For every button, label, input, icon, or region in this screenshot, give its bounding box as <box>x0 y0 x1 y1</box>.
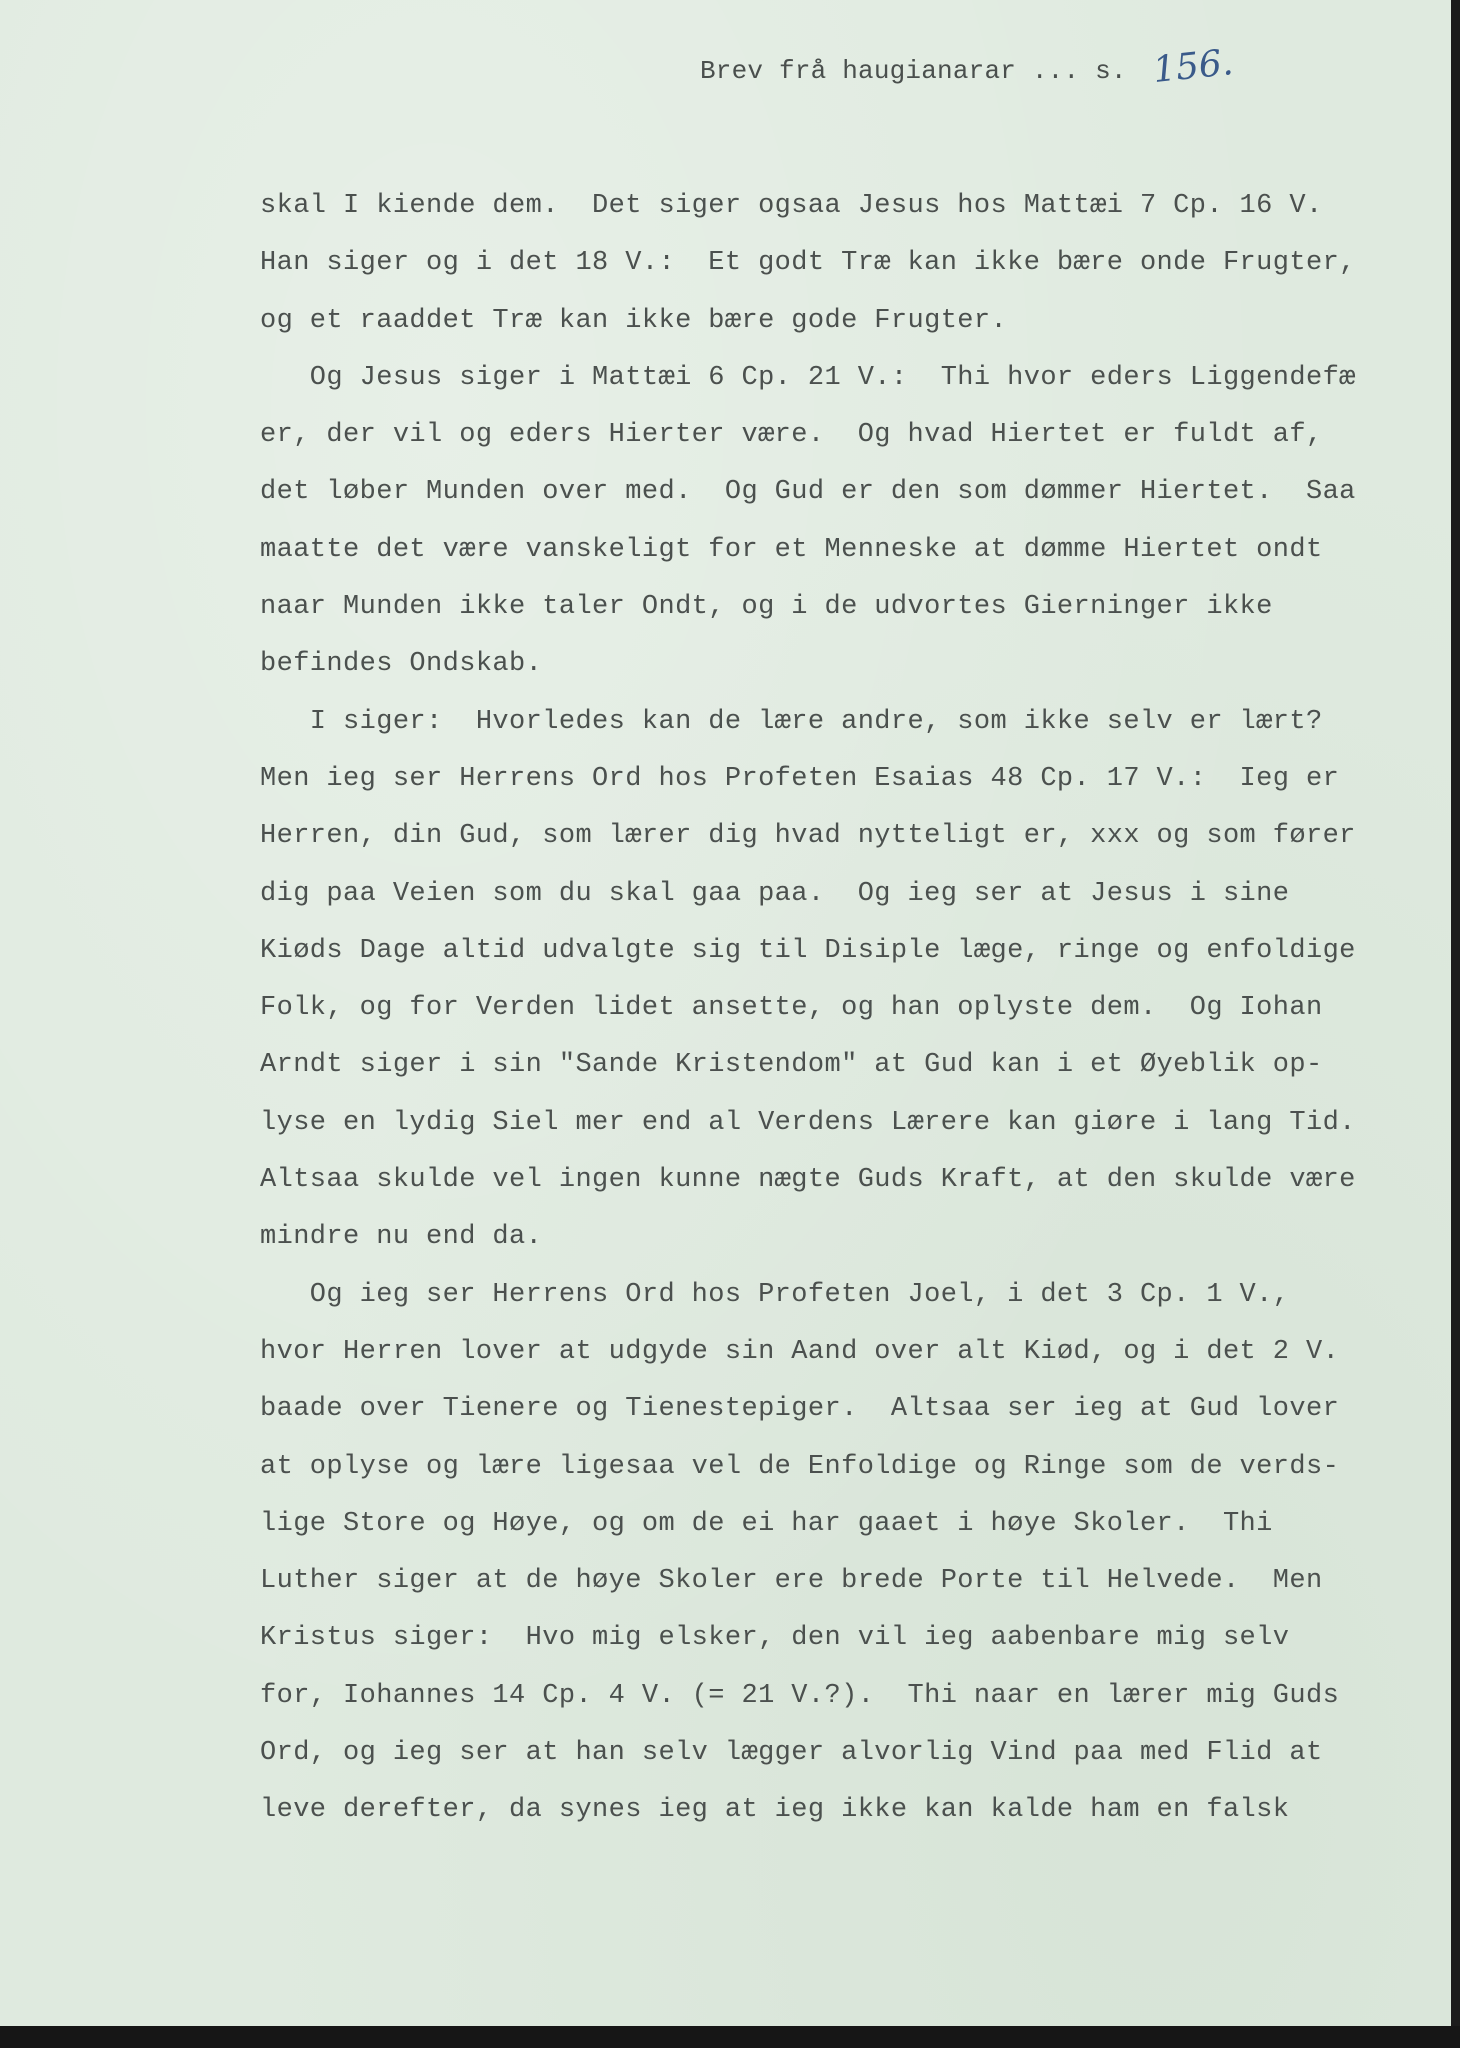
text-line: Folk, og for Verden lidet ansette, og han oplyste dem. Og Iohan <box>260 993 1323 1024</box>
text-line: Herren, din Gud, som lærer dig hvad nytteligt er, xxx og som fører <box>260 821 1356 852</box>
text-line: baade over Tienere og Tienestepiger. Altsaa ser ieg at Gud lover <box>260 1394 1340 1425</box>
text-line: Ord, og ieg ser at han selv lægger alvorlig Vind paa med Flid at <box>260 1738 1323 1769</box>
text-line: mindre nu end da. <box>260 1222 543 1253</box>
text-line: Kristus siger: Hvo mig elsker, den vil ieg aabenbare mig selv <box>260 1623 1290 1654</box>
text-line: I siger: Hvorledes kan de lære andre, som ikke selv er lært? <box>260 706 1323 737</box>
text-line: leve derefter, da synes ieg at ieg ikke kan kalde ham en falsk <box>260 1795 1290 1826</box>
text-line: Han siger og i det 18 V.: Et godt Træ kan ikke bære onde Frugter, <box>260 248 1356 279</box>
text-line: for, Iohannes 14 Cp. 4 V. (= 21 V.?). Thi naar en lærer mig Guds <box>260 1680 1340 1711</box>
text-line: hvor Herren lover at udgyde sin Aand over alt Kiød, og i det 2 V. <box>260 1336 1340 1367</box>
scan-edge-right <box>1451 0 1460 2048</box>
text-line: maatte det være vanskeligt for et Menneske at dømme Hiertet ondt <box>260 534 1323 565</box>
text-line: det løber Munden over med. Og Gud er den som dømmer Hiertet. Saa <box>260 477 1356 508</box>
text-line: dig paa Veien som du skal gaa paa. Og ieg ser at Jesus i sine <box>260 878 1290 909</box>
scan-edge-bottom <box>0 2026 1460 2048</box>
text-line: og et raaddet Træ kan ikke bære gode Frugter. <box>260 305 1008 336</box>
text-line: naar Munden ikke taler Ondt, og i de udvortes Gierninger ikke <box>260 592 1273 623</box>
text-line: Kiøds Dage altid udvalgte sig til Disiple læge, ringe og enfoldige <box>260 935 1356 966</box>
page-header <box>700 41 1235 92</box>
body-text <box>260 186 1430 1848</box>
text-line: befindes Ondskab. <box>260 649 543 680</box>
text-line: Luther siger at de høye Skoler ere brede Porte til Helvede. Men <box>260 1566 1323 1597</box>
handwritten-page-number: 156. <box>1150 41 1235 92</box>
text-line: lyse en lydig Siel mer end al Verdens Lærere kan giøre i lang Tid. <box>260 1107 1356 1138</box>
text-line: Og Jesus siger i Mattæi 6 Cp. 21 V.: Thi hvor eders Liggendefæ <box>260 362 1356 393</box>
text-line: lige Store og Høye, og om de ei har gaaet i høye Skoler. Thi <box>260 1508 1273 1539</box>
text-line: at oplyse og lære ligesaa vel de Enfoldige og Ringe som de verds- <box>260 1451 1340 1482</box>
text-line: skal I kiende dem. Det siger ogsaa Jesus hos Mattæi 7 Cp. 16 V. <box>260 191 1323 221</box>
header-title: Brev frå haugianarar ... s. <box>700 56 1127 86</box>
text-line: Altsaa skulde vel ingen kunne nægte Guds Kraft, at den skulde være <box>260 1165 1356 1196</box>
text-line: Men ieg ser Herrens Ord hos Profeten Esaias 48 Cp. 17 V.: Ieg er <box>260 763 1340 794</box>
text-line: er, der vil og eders Hierter være. Og hvad Hiertet er fuldt af, <box>260 420 1323 451</box>
text-line: Arndt siger i sin "Sande Kristendom" at Gud kan i et Øyeblik op- <box>260 1050 1323 1081</box>
text-line: Og ieg ser Herrens Ord hos Profeten Joel, i det 3 Cp. 1 V., <box>260 1279 1290 1310</box>
